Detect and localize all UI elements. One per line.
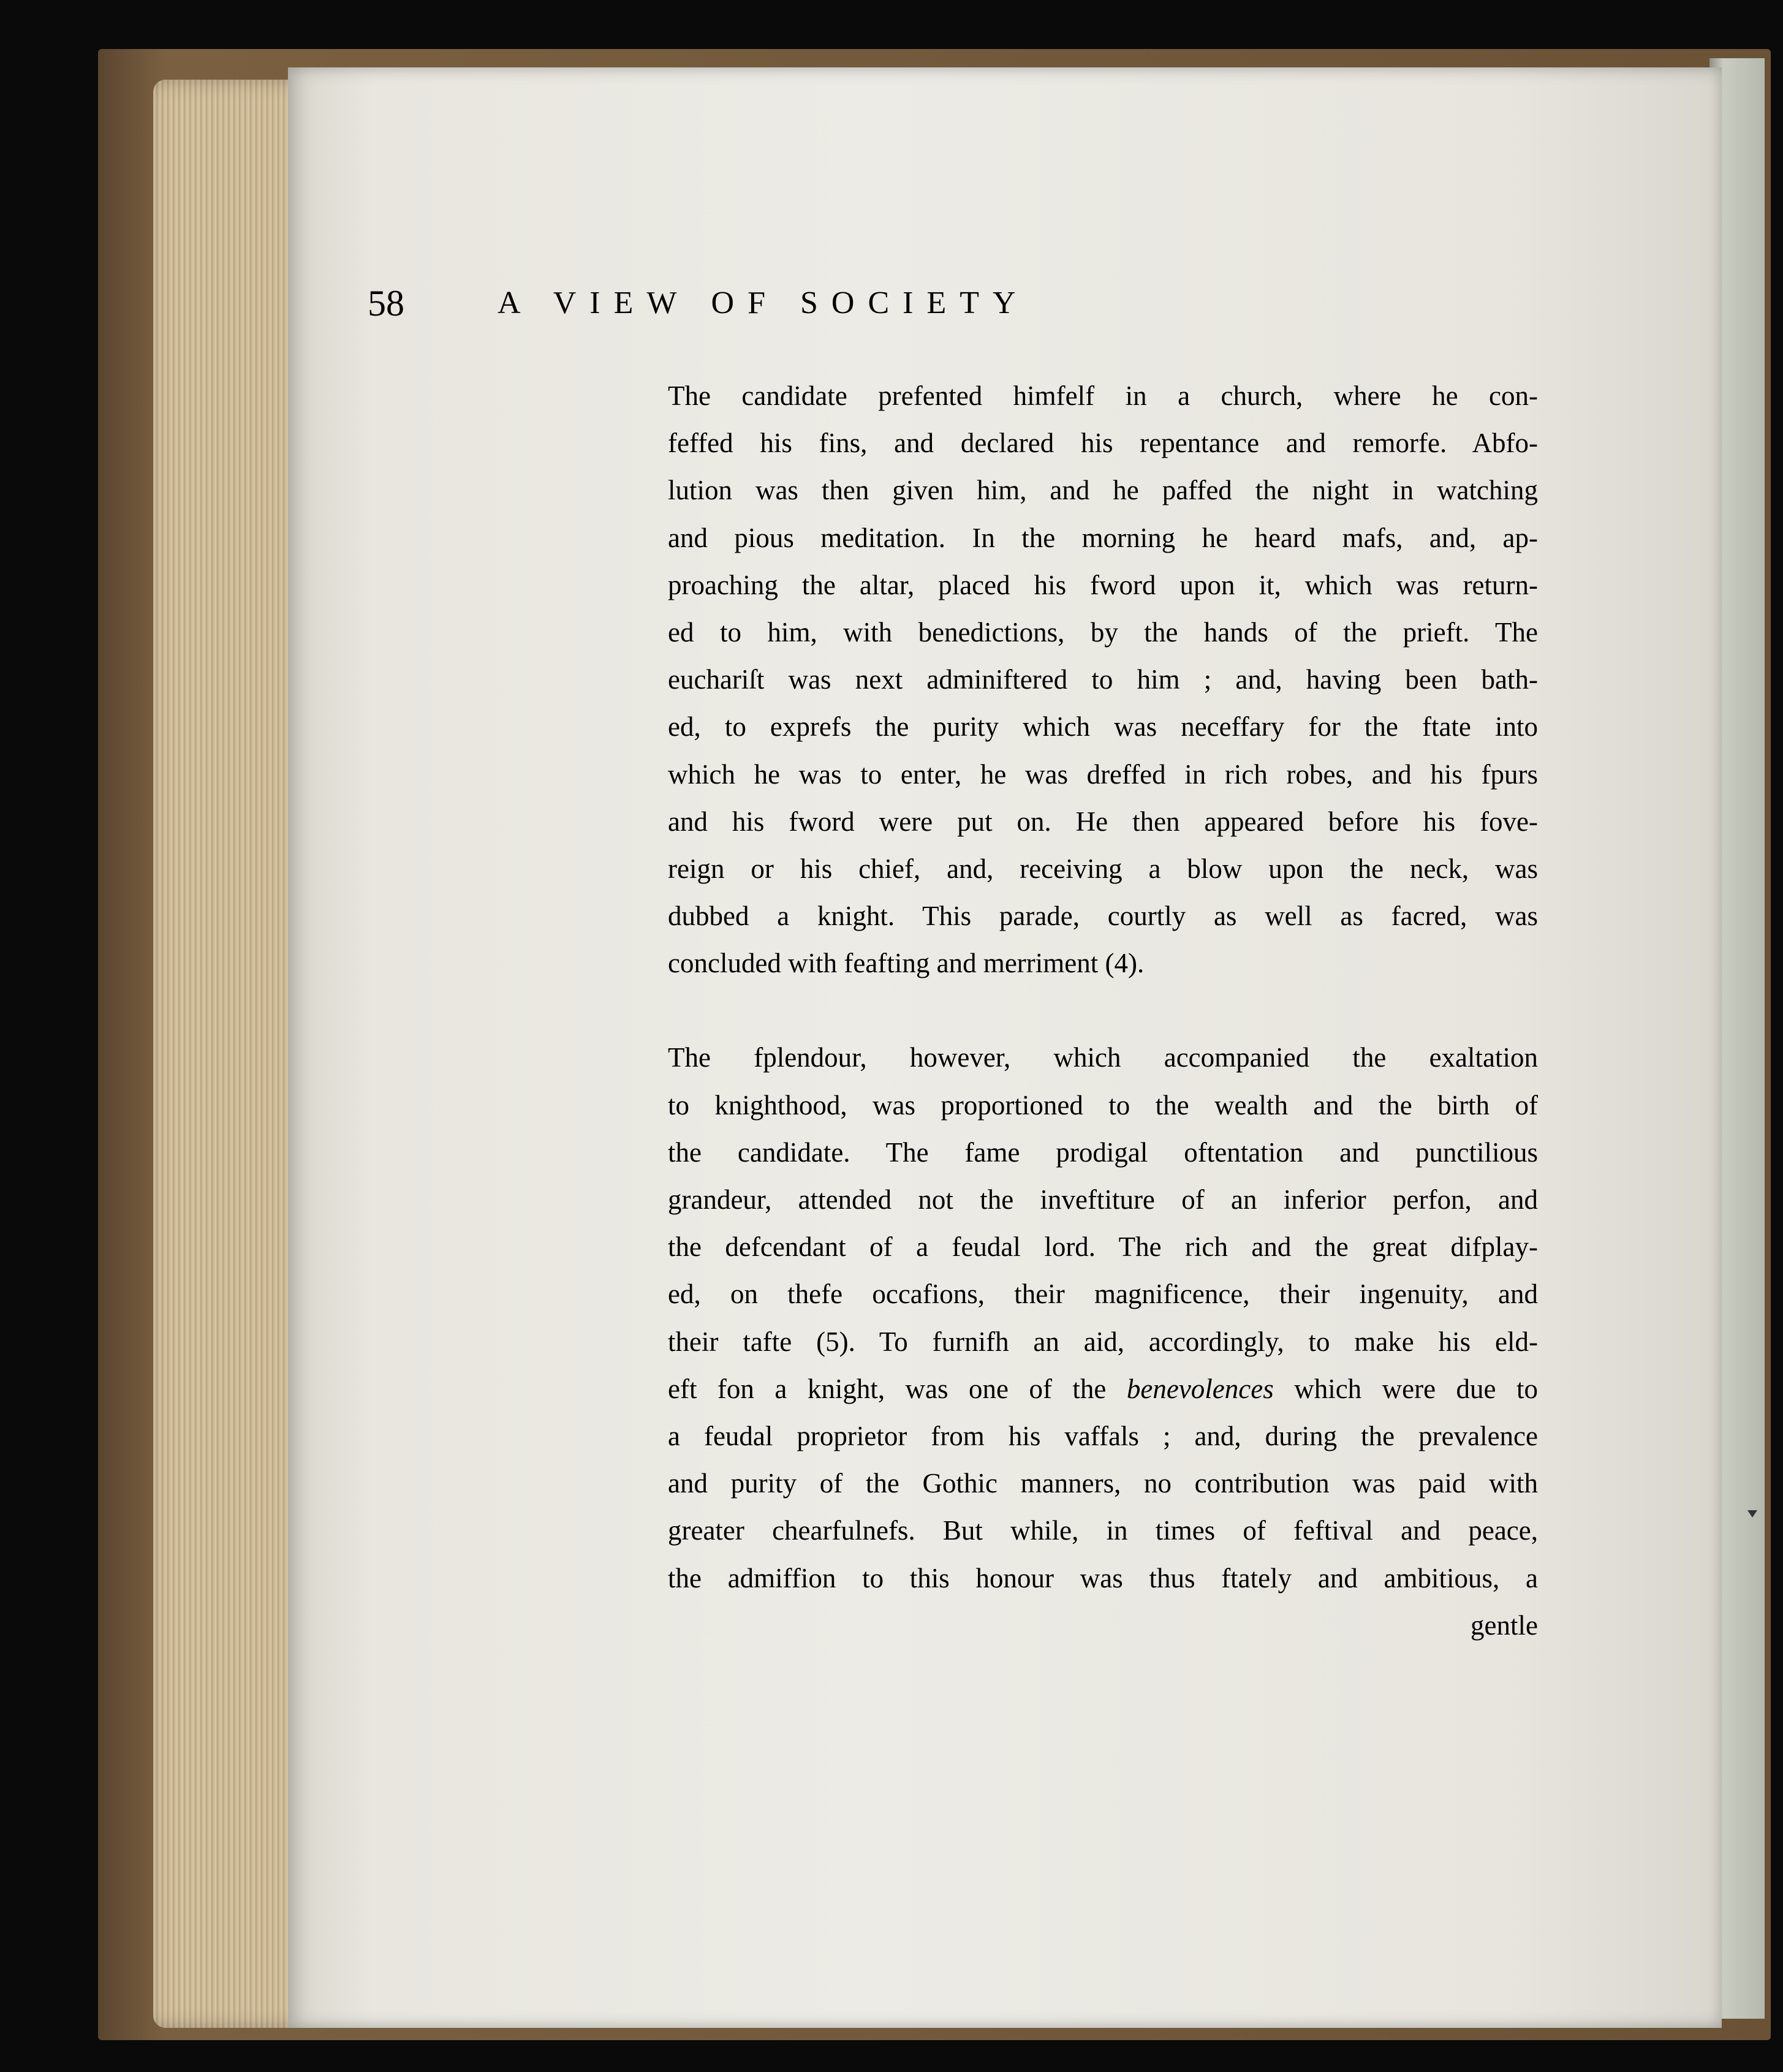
text-line: greater chearfulnefs. But while, in times of feftival and peace,: [668, 1515, 1538, 1546]
body-text: [668, 372, 1538, 1649]
text-line: the admiffion to this honour was thus ftately and ambitious, a: [668, 1562, 1538, 1594]
text-line: ed, to exprefs the purity which was neceffary for the ftate into: [668, 711, 1538, 743]
text-line: proaching the altar, placed his fword upon it, which was return-: [668, 569, 1538, 600]
text-line: The fplendour, however, which accompanied the exaltation: [668, 1042, 1538, 1073]
catchword: gentle: [1471, 1609, 1538, 1641]
text-fragment: which were due to: [1273, 1373, 1538, 1404]
paragraph-gap: [668, 987, 1538, 1034]
text-line: the defcendant of a feudal lord. The rich and the great difplay-: [668, 1231, 1538, 1263]
text-line: their tafte (5). To furnifh an aid, accordingly, to make his eld-: [668, 1326, 1538, 1357]
page-number: 58: [368, 283, 404, 323]
running-title: A VIEW OF SOCIETY: [498, 285, 1029, 320]
text-line: feffed his fins, and declared his repentance and remorfe. Abfo-: [668, 428, 1538, 459]
leaf-marker-icon: [1747, 1510, 1757, 1518]
text-line: concluded with feafting and merriment (4).: [668, 948, 1145, 979]
text-line: [668, 1366, 1538, 1413]
text-line: grandeur, attended not the inveftiture of an inferior perfon, and: [668, 1184, 1538, 1215]
running-head: [368, 279, 1409, 328]
text-line: The candidate prefented himfelf in a church, where he con-: [668, 380, 1538, 411]
text-line: dubbed a knight. This parade, courtly as well as facred, was: [668, 901, 1538, 932]
text-line: lution was then given him, and he paffed the night in watching: [668, 475, 1538, 506]
text-line: ed to him, with benedictions, by the hands of the prieft. The: [668, 616, 1538, 648]
text-line: and his fword were put on. He then appeared before his fove-: [668, 806, 1538, 837]
text-line: and purity of the Gothic manners, no contribution was paid with: [668, 1468, 1538, 1499]
text-fragment: eft fon a knight, was one of the: [668, 1373, 1127, 1404]
text-line: euchariſt was next adminiftered to him ; and, having been bath-: [668, 664, 1538, 695]
text-line: which he was to enter, he was dreffed in rich robes, and his fpurs: [668, 758, 1538, 790]
italic-term: benevolences: [1126, 1373, 1274, 1404]
text-line: a feudal proprietor from his vaffals ; and, during the prevalence: [668, 1420, 1538, 1451]
text-line: ed, on thefe occafions, their magnificence, their ingenuity, and: [668, 1279, 1538, 1310]
text-line: the candidate. The fame prodigal oftentation and punctilious: [668, 1136, 1538, 1168]
text-line: to knighthood, was proportioned to the wealth and the birth of: [668, 1089, 1538, 1121]
text-line: and pious meditation. In the morning he heard mafs, and, ap-: [668, 522, 1538, 553]
text-line: reign or his chief, and, receiving a blow upon the neck, was: [668, 853, 1538, 884]
